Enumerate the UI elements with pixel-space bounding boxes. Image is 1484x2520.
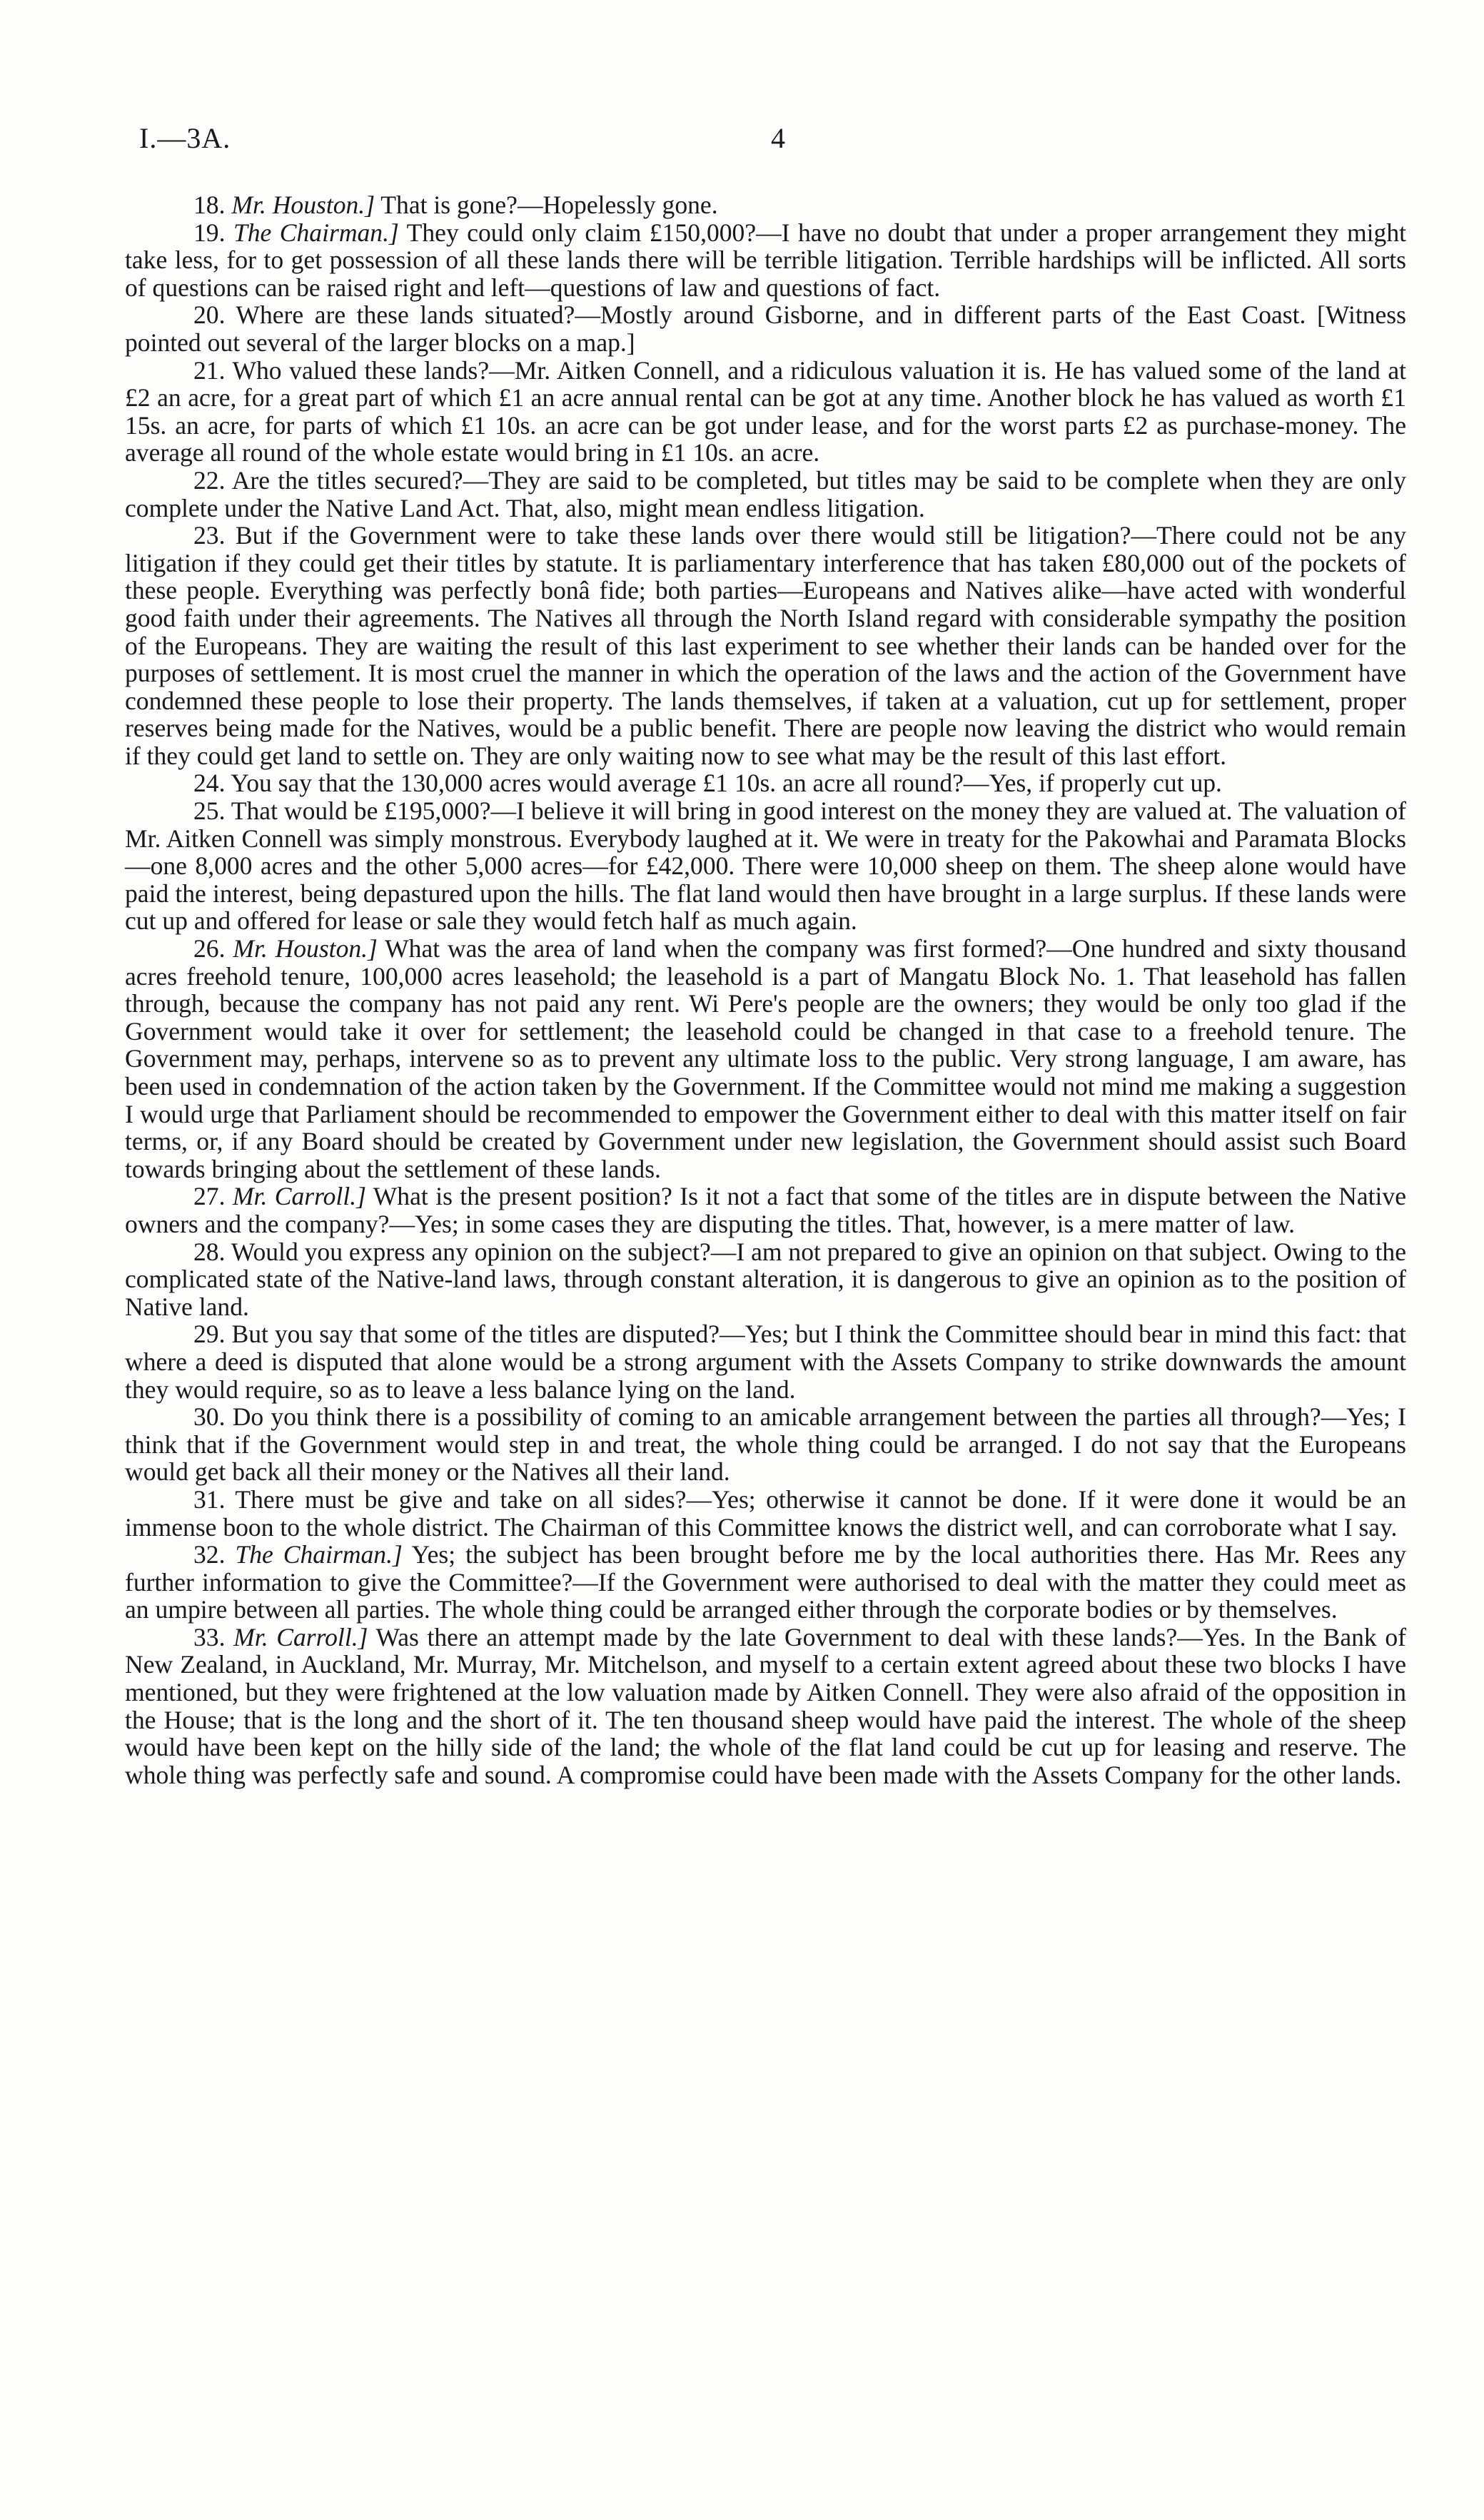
question-number: 28.	[193, 1237, 226, 1266]
question-number: 30.	[193, 1402, 226, 1432]
paragraph-text: Are the titles secured?—They are said to be completed, but titles may be said to be complete when they are only complete under the Native Land Act. That, also, might mean endless litigation.	[125, 465, 1406, 522]
page-number: 4	[771, 122, 785, 154]
question-number: 19.	[193, 218, 226, 247]
question-number: 29.	[193, 1320, 226, 1349]
speaker: Mr. Carroll.]	[232, 1182, 366, 1211]
paragraph-text: Would you express any opinion on the subject?—I am not prepared to give an opinion on that subject. Owing to the complicated state of the Native-land laws, through constant alteration, it is dangerous to give an opinion as to the position of Native land.	[125, 1237, 1406, 1321]
question-paragraph-20	[125, 301, 1406, 356]
paragraph-text: Yes; the subject has been brought before me by the local authorities there. Has Mr. Rees any further information to give the Committee?—If the Government were authorised to deal with the matter they could meet as an umpire between all parties. The whole thing could be arranged either through the corporate bodies or by themselves.	[125, 1540, 1406, 1624]
paragraph-text: Where are these lands situated?—Mostly around Gisborne, and in different parts of the East Coast. [Witness pointed out several of the larger blocks on a map.]	[125, 300, 1406, 357]
question-paragraph-28	[125, 1238, 1406, 1321]
paragraph-text: You say that the 130,000 acres would average £1 10s. an acre all round?—Yes, if properly cut up.	[231, 769, 1222, 798]
paragraph-text: That is gone?—Hopelessly gone.	[375, 191, 718, 219]
paragraph-text: Who valued these lands?—Mr. Aitken Connell, and a ridiculous valuation it is. He has valued some of the land at £2 an acre, for a great part of which £1 an acre annual rental can be got at any time. Another block he has valued as worth £1 15s. an acre, for parts of which £1 10s. an acre can be got under lease, and for the worst parts £2 as purchase-money. The average all round of the whole estate would bring in £1 10s. an acre.	[125, 355, 1407, 467]
question-number: 23.	[193, 521, 226, 550]
question-paragraph-19	[125, 219, 1406, 302]
question-paragraph-25	[125, 797, 1406, 935]
question-number: 20.	[193, 300, 226, 330]
paragraph-text: What is the present position? Is it not a fact that some of the titles are in dispute between the Native owners and the company?—Yes; in some cases they are disputing the titles. That, however, is a mere matter of law.	[125, 1182, 1406, 1238]
parliamentary-paper-reference: I.—3A.	[139, 122, 231, 154]
question-number: 21.	[193, 355, 226, 385]
speaker: Mr. Carroll.]	[233, 1622, 368, 1651]
question-paragraph-29	[125, 1320, 1406, 1403]
question-paragraph-18	[125, 191, 1406, 219]
question-number: 24.	[193, 769, 226, 798]
question-number: 18.	[193, 191, 226, 219]
page-header	[139, 121, 1410, 164]
paragraph-text: Do you think there is a possibility of coming to an amicable arrangement between the parties all through?—Yes; I think that if the Government would step in and treat, the whole thing could be arranged. I do not say that the Europeans would get back all their money or the Natives all their land.	[125, 1402, 1406, 1487]
question-paragraph-31	[125, 1486, 1406, 1541]
paragraph-text: That would be £195,000?—I believe it will bring in good interest on the money they are valued at. The valuation of Mr. Aitken Connell was simply monstrous. Everybody laughed at it. We were in treaty for the Pakowhai and Paramata Blocks—one 8,000 acres and the other 5,000 acres—for £42,000. There were 10,000 sheep on them. The sheep alone would have paid the interest, being depastured upon the hills. The flat land would then have brought in a large surplus. If these lands were cut up and offered for lease or sale they would fetch half as much again.	[125, 796, 1406, 936]
question-number: 33.	[193, 1622, 226, 1651]
question-number: 22.	[193, 465, 226, 495]
question-paragraph-32	[125, 1541, 1406, 1624]
question-paragraph-30	[125, 1403, 1406, 1486]
paragraph-text: What was the area of land when the company was first formed?—One hundred and sixty thousand acres freehold tenure, 100,000 acres leasehold; the leasehold is a part of Mangatu Block No. 1. That leasehold has fallen through, because the company has not paid any rent. Wi Pere's people are the owners; they would be only too glad if the Government would take it over for settlement; the leasehold could be changed in that case to a freehold tenure. The Government may, perhaps, intervene so as to prevent any ultimate loss to the public. Very strong language, I am aware, has been used in condemnation of the action taken by the Government. If the Committee would not mind me making a suggestion I would urge that Parliament should be recommended to empower the Government either to deal with this matter itself on fair terms, or, if any Board should be created by Government under new legislation, the Government should assist such Board towards bringing about the settlement of these lands.	[125, 934, 1406, 1183]
paragraph-text: But if the Government were to take these lands over there would still be litigation?—There could not be any litigation if they could get their titles by statute. It is parliamentary interference that has taken £80,000 out of the pockets of these people. Everything was perfectly bonâ fide; both parties—Europeans and Natives alike—have acted with wonderful good faith under their agreements. The Natives all through the North Island regard with considerable sympathy the position of the Europeans. They are waiting the result of this last experiment to see whether their lands can be handed over for the purposes of settlement. It is most cruel the manner in which the operation of the laws and the action of the Government have condemned these people to lose their property. The lands themselves, if taken at a valuation, cut up for settlement, proper reserves being made for the Natives, would be a public benefit. There are people now leaving the district who would remain if they could get land to settle on. They are only waiting now to see what may be the result of this last effort.	[125, 521, 1406, 770]
question-number: 27.	[193, 1182, 226, 1211]
question-number: 25.	[193, 796, 226, 826]
speaker: Mr. Houston.]	[231, 191, 375, 219]
question-paragraph-21	[125, 357, 1406, 467]
question-paragraph-33	[125, 1624, 1406, 1789]
question-paragraph-26	[125, 935, 1406, 1183]
question-paragraph-27	[125, 1183, 1406, 1238]
speaker: Mr. Houston.]	[233, 934, 378, 963]
speaker: The Chairman.]	[233, 218, 399, 247]
question-paragraph-23	[125, 522, 1406, 769]
question-number: 31.	[193, 1484, 226, 1514]
speaker: The Chairman.]	[235, 1540, 403, 1569]
question-number: 32.	[193, 1540, 226, 1569]
paragraph-text: They could only claim £150,000?—I have no doubt that under a proper arrangement they might take less, for to get possession of all these lands there will be terrible litigation. Terrible hardships will be inflicted. All sorts of questions can be raised right and left—questions of law and questions of fact.	[125, 218, 1406, 302]
paragraph-text: There must be give and take on all sides?—Yes; otherwise it cannot be done. If it were done it would be an immense boon to the whole district. The Chairman of this Committee knows the district well, and can corroborate what I say.	[125, 1484, 1406, 1542]
question-paragraph-22	[125, 467, 1406, 522]
question-number: 26.	[193, 934, 226, 963]
question-paragraph-24	[125, 769, 1406, 797]
paragraph-text: But you say that some of the titles are disputed?—Yes; but I think the Committee should bear in mind this fact: that where a deed is disputed that alone would be a strong argument with the Assets Company to strike downwards the amount they would require, so as to leave a less balance lying on the land.	[125, 1320, 1406, 1404]
evidence-body	[125, 191, 1406, 1788]
paragraph-text: Was there an attempt made by the late Government to deal with these lands?—Yes. In the Bank of New Zealand, in Auckland, Mr. Murray, Mr. Mitchelson, and myself to a certain extent agreed about these two blocks I have mentioned, but they were frightened at the low valuation made by Aitken Connell. They were also afraid of the opposition in the House; that is the long and the short of it. The ten thousand sheep would have paid the interest. The whole of the sheep would have been kept on the hilly side of the land; the whole of the flat land could be cut up for leasing and reserve. The whole thing was perfectly safe and sound. A compromise could have been made with the Assets Company for the other lands.	[125, 1622, 1407, 1789]
